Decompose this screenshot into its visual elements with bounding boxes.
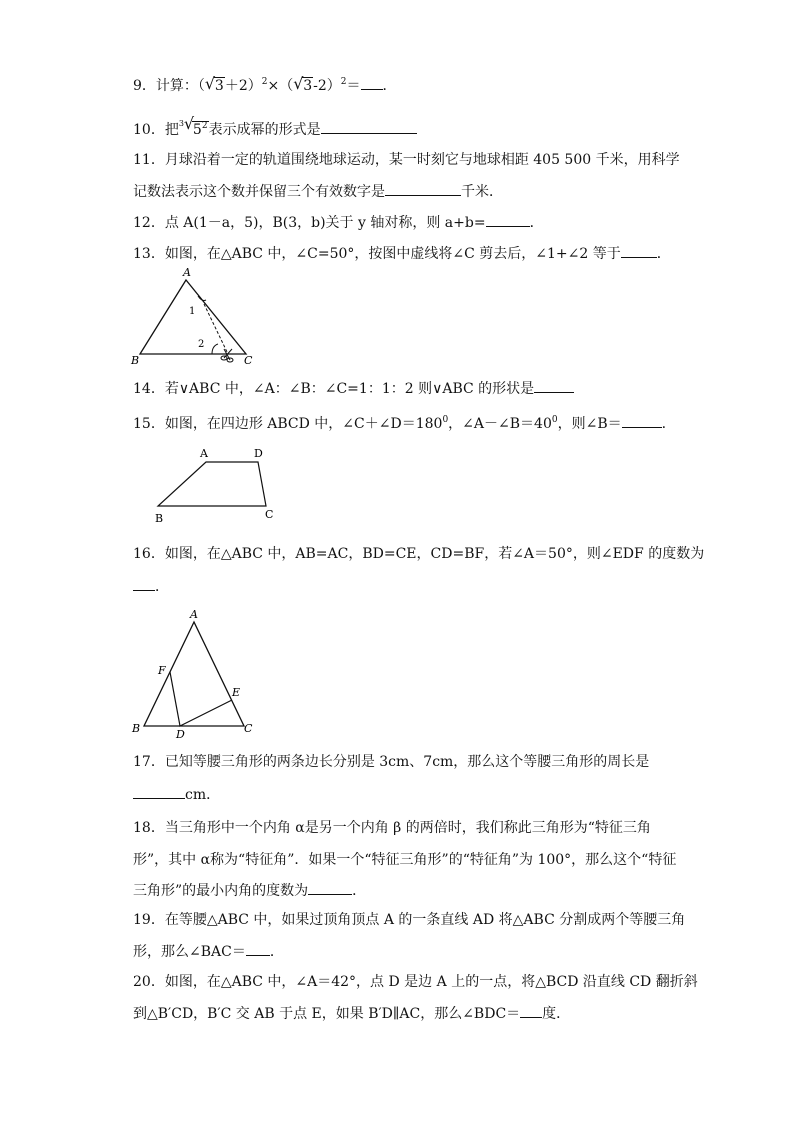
question-20-line2: 到△B′CD，B′C 交 AB 于点 E，如果 B′D∥AC，那么∠BDC＝ 度． (133, 1003, 570, 1024)
answer-blank-10[interactable] (321, 119, 417, 134)
triangle-abc (140, 280, 246, 354)
question-12: 12．点 A(1－a，5)，B(3，b)关于 y 轴对称，则 a+b= ． (133, 212, 544, 233)
question-17-line2: cm． (133, 784, 220, 805)
label-B: B (132, 722, 141, 735)
figure-q13-triangle (128, 264, 268, 372)
answer-blank-13[interactable] (621, 243, 657, 258)
label-A: A (183, 266, 191, 279)
question-20-line1: 20．如图，在△ABC 中，∠A＝42°，点 D 是边 A 上的一点，将△BCD 沿直线 CD 翻折斜 (133, 974, 698, 990)
label-A: A (190, 608, 198, 621)
question-19-line1: 19．在等腰△ABC 中，如果过顶角顶点 A 的一条直线 AD 将△ABC 分割成两个等腰三角 (133, 912, 686, 928)
answer-blank-9[interactable] (361, 75, 383, 90)
label-A: A (200, 447, 208, 460)
question-16-line1: 16．如图，在△ABC 中，AB=AC，BD=CE，CD=BF，若∠A＝50°，则∠EDF 的度数为 (133, 546, 705, 562)
segments-fd-de (170, 672, 232, 726)
answer-blank-11[interactable] (385, 181, 461, 196)
question-11-line2: 记数法表示这个数并保留三个有效数字是 千米． (133, 181, 503, 202)
angle-2-arc (212, 344, 218, 354)
figure-q15-quadrilateral (150, 444, 280, 528)
label-E: E (232, 686, 241, 699)
answer-blank-20[interactable] (520, 1003, 542, 1018)
label-angle-1: 1 (189, 306, 196, 317)
question-15: 15．如图，在四边形 ABCD 中，$\angle C+\angle D=180^0$，$\angle A-\angle B=40^0$，则∠B＝ . (133, 415, 667, 432)
answer-blank-12[interactable] (486, 212, 530, 227)
question-18-line3: 三角形”的最小内角的度数为 ． (133, 880, 366, 901)
label-C: C (244, 354, 253, 367)
cube-root-expr: √ $5^2$ (183, 114, 208, 138)
answer-blank-19[interactable] (246, 941, 270, 956)
question-19-line2: 形，那么∠BAC＝ ． (133, 941, 284, 962)
question-18-line1: 18．当三角形中一个内角 α是另一个内角 β 的两倍时，我们称此三角形为“特征三角 (133, 820, 651, 836)
label-C: C (265, 508, 274, 521)
label-angle-2: 2 (198, 339, 205, 350)
question-10: 10．把$^3$ √ $5^2$表示成幂的形式是 (133, 114, 417, 140)
label-B: B (155, 512, 164, 525)
quadrilateral-abcd (158, 462, 266, 506)
cut-dashed-line (204, 304, 228, 354)
figure-q16-triangle (128, 604, 268, 740)
question-9: 9．计算：（ √ 3＋2）$^2$×（ √ 3-2）$^2$＝ ． (133, 74, 397, 94)
answer-blank-16[interactable] (133, 576, 155, 591)
question-16-line2: ． (133, 576, 169, 597)
answer-blank-15[interactable] (622, 413, 662, 428)
sqrt-3-a: √ 3 (204, 74, 224, 94)
question-18-line2: 形”，其中 α称为“特征角”．如果一个“特征三角形”的“特征角”为 100°，那么这个“特征 (133, 852, 677, 868)
label-C: C (244, 722, 253, 735)
answer-blank-18[interactable] (308, 880, 352, 895)
label-D: D (254, 447, 263, 460)
q9-prefix: 9．计算：（ (133, 78, 205, 94)
question-14: 14．若∨ABC 中，∠A：∠B：∠C=1：1：2 则∨ABC 的形状是 (133, 378, 574, 399)
answer-blank-17[interactable] (133, 784, 185, 799)
question-11-line1: 11．月球沿着一定的轨道围绕地球运动，某一时刻它与地球相距 405 500 千米，用科学 (133, 152, 680, 168)
sqrt-3-b: √ 3 (293, 74, 313, 94)
label-D: D (176, 728, 185, 740)
label-B: B (131, 354, 140, 367)
label-F: F (158, 664, 166, 677)
question-13: 13．如图，在△ABC 中，∠C=50°，按图中虚线将∠C 剪去后，∠1+∠2 等于 ． (133, 243, 671, 264)
answer-blank-14[interactable] (534, 378, 574, 393)
question-17-line1: 17．已知等腰三角形的两条边长分别是 3cm、7cm，那么这个等腰三角形的周长是 (133, 754, 650, 770)
